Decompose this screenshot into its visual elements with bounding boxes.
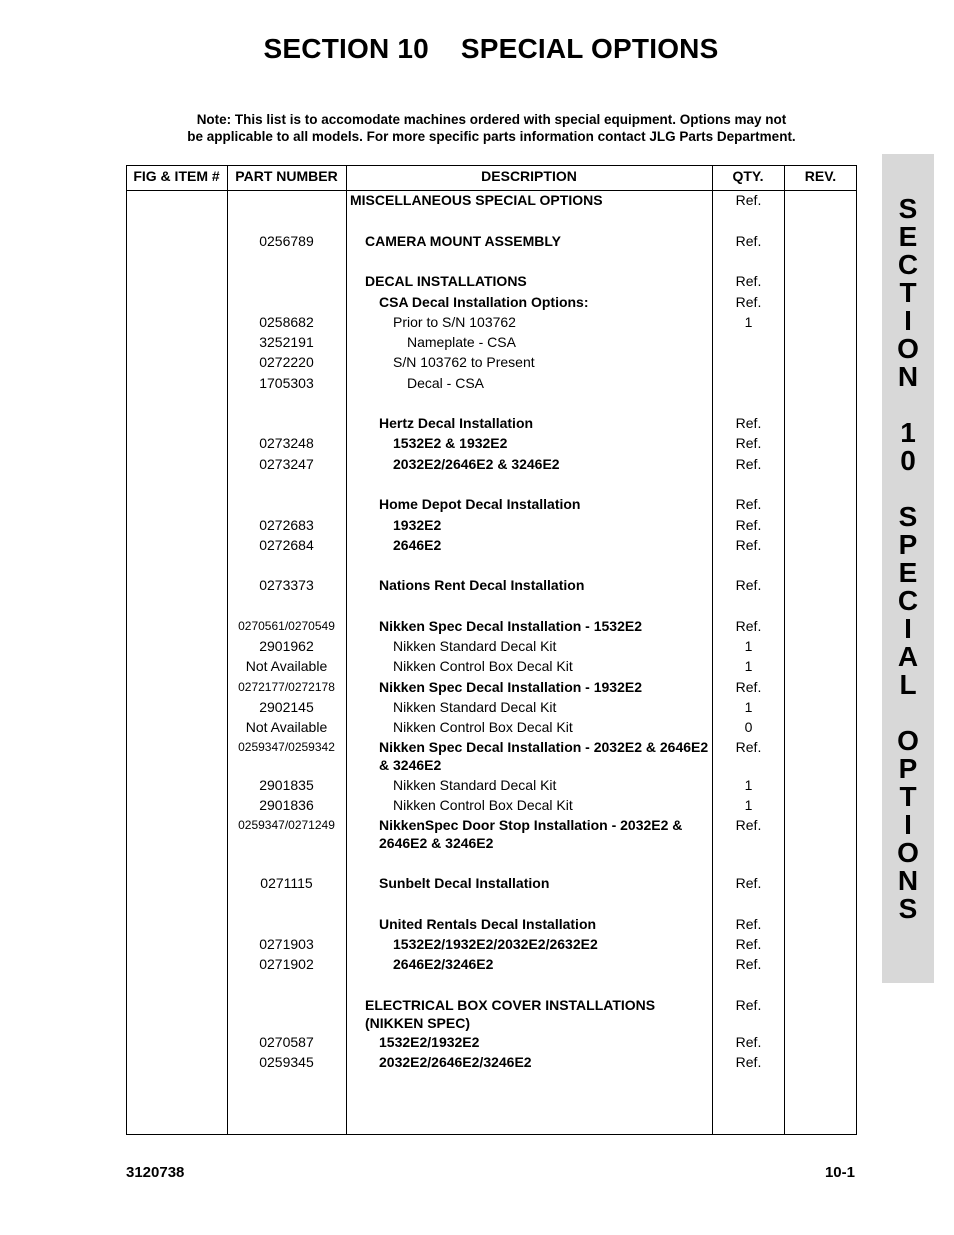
header-rev: REV. bbox=[804, 168, 837, 184]
row-part-number: 0272177/0272178 bbox=[238, 680, 335, 694]
row-part-number: 0273373 bbox=[259, 577, 314, 593]
row-description: 2032E2/2646E2/3246E2 bbox=[379, 1054, 532, 1070]
row-part-number: 0256789 bbox=[259, 233, 314, 249]
row-qty: Ref. bbox=[735, 1054, 762, 1070]
row-description: DECAL INSTALLATIONS bbox=[365, 273, 527, 289]
row-qty: Ref. bbox=[735, 456, 762, 472]
side-tab-letter: C bbox=[897, 585, 919, 616]
note-line-2: be applicable to all models. For more specific parts information contact JLG Parts Department. bbox=[187, 129, 796, 144]
row-description: 2032E2/2646E2 & 3246E2 bbox=[393, 456, 560, 472]
row-qty: Ref. bbox=[735, 294, 762, 310]
row-qty: Ref. bbox=[735, 273, 762, 289]
row-description: 2646E2 bbox=[393, 537, 442, 553]
side-tab-letter: E bbox=[898, 221, 918, 252]
row-qty: Ref. bbox=[735, 577, 762, 593]
row-part-number: 3252191 bbox=[259, 334, 314, 350]
row-part-number: 0259345 bbox=[259, 1054, 314, 1070]
header-part-number: PART NUMBER bbox=[235, 168, 338, 184]
side-tab-letter: S bbox=[898, 501, 918, 532]
row-qty: 1 bbox=[744, 797, 753, 813]
row-description: Hertz Decal Installation bbox=[379, 415, 534, 431]
row-part-number: 0272684 bbox=[259, 537, 314, 553]
row-description: United Rentals Decal Installation bbox=[379, 916, 597, 932]
row-description: Nameplate - CSA bbox=[407, 334, 516, 350]
column-divider bbox=[346, 165, 347, 1135]
row-description: Nikken Spec Decal Installation - 2032E2 & 2646E2 & 3246E2 bbox=[379, 739, 709, 773]
row-part-number: 0272220 bbox=[259, 354, 314, 370]
side-tab-letter: O bbox=[897, 725, 919, 756]
row-part-number: 0259347/0271249 bbox=[238, 818, 335, 832]
side-tab-letter: L bbox=[899, 669, 917, 700]
side-tab-letter: E bbox=[898, 557, 918, 588]
side-tab-letter: O bbox=[897, 333, 919, 364]
side-tab-letter: I bbox=[904, 305, 912, 336]
header-qty: QTY. bbox=[732, 168, 764, 184]
page-number: 10-1 bbox=[824, 1164, 855, 1181]
row-part-number: 2902145 bbox=[259, 699, 314, 715]
side-tab-letter: S bbox=[898, 893, 918, 924]
row-qty: Ref. bbox=[735, 618, 762, 634]
row-qty: 1 bbox=[744, 777, 753, 793]
row-part-number: 2901836 bbox=[259, 797, 314, 813]
row-qty: Ref. bbox=[735, 739, 762, 755]
row-part-number: 1705303 bbox=[259, 375, 314, 391]
note bbox=[126, 111, 857, 145]
side-tab-letter: 0 bbox=[900, 445, 916, 476]
row-qty: Ref. bbox=[735, 875, 762, 891]
row-description: Home Depot Decal Installation bbox=[379, 496, 581, 512]
side-tab-letter: N bbox=[897, 361, 919, 392]
row-description: 1532E2/1932E2 bbox=[379, 1034, 480, 1050]
side-tab-letter: P bbox=[898, 529, 918, 560]
row-part-number: 2901835 bbox=[259, 777, 314, 793]
side-tab-letter: C bbox=[897, 249, 919, 280]
doc-number: 3120738 bbox=[126, 1164, 185, 1181]
row-description: 1532E2 & 1932E2 bbox=[393, 435, 508, 451]
row-description: Sunbelt Decal Installation bbox=[379, 875, 550, 891]
header-fig: FIG & ITEM # bbox=[133, 168, 220, 184]
row-description: Nikken Spec Decal Installation - 1932E2 bbox=[379, 679, 643, 695]
row-qty: Ref. bbox=[735, 997, 762, 1013]
row-description: CSA Decal Installation Options: bbox=[379, 294, 589, 310]
row-part-number: 0273248 bbox=[259, 435, 314, 451]
header-description: DESCRIPTION bbox=[481, 168, 577, 184]
row-qty: Ref. bbox=[735, 817, 762, 833]
row-qty: Ref. bbox=[735, 679, 762, 695]
row-qty: Ref. bbox=[735, 916, 762, 932]
row-part-number: 0258682 bbox=[259, 314, 314, 330]
row-qty: 1 bbox=[744, 658, 753, 674]
row-part-number: 0259347/0259342 bbox=[238, 740, 335, 754]
row-qty: 1 bbox=[744, 314, 753, 330]
row-part-number: 0272683 bbox=[259, 517, 314, 533]
row-qty: Ref. bbox=[735, 956, 762, 972]
row-qty: Ref. bbox=[735, 1034, 762, 1050]
side-tab-letter: N bbox=[897, 865, 919, 896]
row-description: Nikken Control Box Decal Kit bbox=[393, 658, 573, 674]
row-description: Nations Rent Decal Installation bbox=[379, 577, 585, 593]
row-qty: Ref. bbox=[735, 517, 762, 533]
row-description: Nikken Standard Decal Kit bbox=[393, 638, 557, 654]
row-description: 1532E2/1932E2/2032E2/2632E2 bbox=[393, 936, 598, 952]
note-line-1: Note: This list is to accomodate machines ordered with special equipment. Options may not bbox=[196, 112, 787, 127]
row-description: Nikken Standard Decal Kit bbox=[393, 699, 557, 715]
row-description: S/N 103762 to Present bbox=[393, 354, 535, 370]
row-part-number: 2901962 bbox=[259, 638, 314, 654]
row-description: CAMERA MOUNT ASSEMBLY bbox=[365, 233, 562, 249]
row-description: Prior to S/N 103762 bbox=[393, 314, 516, 330]
row-part-number: Not Available bbox=[245, 658, 328, 674]
row-qty: 0 bbox=[744, 719, 753, 735]
column-divider bbox=[784, 165, 785, 1135]
side-tab-letter: O bbox=[897, 837, 919, 868]
side-tab-letter: T bbox=[899, 781, 917, 812]
row-description: Nikken Spec Decal Installation - 1532E2 bbox=[379, 618, 643, 634]
row-part-number: 0271903 bbox=[259, 936, 314, 952]
row-qty: Ref. bbox=[735, 415, 762, 431]
side-tab-letter: I bbox=[904, 809, 912, 840]
row-qty: Ref. bbox=[735, 936, 762, 952]
row-description: 1932E2 bbox=[393, 517, 442, 533]
row-part-number: Not Available bbox=[245, 719, 328, 735]
row-qty: 1 bbox=[744, 699, 753, 715]
row-qty: Ref. bbox=[735, 233, 762, 249]
row-part-number: 0270561/0270549 bbox=[238, 619, 335, 633]
row-qty: Ref. bbox=[735, 496, 762, 512]
row-description: Nikken Standard Decal Kit bbox=[393, 777, 557, 793]
side-tab-letter: I bbox=[904, 613, 912, 644]
row-description: Nikken Control Box Decal Kit bbox=[393, 719, 573, 735]
side-tab-letter: P bbox=[898, 753, 918, 784]
side-tab-letter: S bbox=[898, 193, 918, 224]
row-part-number: 0273247 bbox=[259, 456, 314, 472]
side-tab-letter: 1 bbox=[900, 417, 916, 448]
row-description: Decal - CSA bbox=[407, 375, 485, 391]
row-part-number: 0271902 bbox=[259, 956, 314, 972]
row-description: MISCELLANEOUS SPECIAL OPTIONS bbox=[350, 192, 603, 208]
row-qty: Ref. bbox=[735, 537, 762, 553]
row-description: Nikken Control Box Decal Kit bbox=[393, 797, 573, 813]
row-qty: Ref. bbox=[735, 435, 762, 451]
side-tab-letter: T bbox=[899, 277, 917, 308]
row-description: ELECTRICAL BOX COVER INSTALLATIONS (NIKKEN SPEC) bbox=[365, 997, 656, 1031]
row-part-number: 0270587 bbox=[259, 1034, 314, 1050]
side-tab-letter: A bbox=[897, 641, 919, 672]
row-description: 2646E2/3246E2 bbox=[393, 956, 494, 972]
row-part-number: 0271115 bbox=[260, 875, 313, 891]
row-qty: 1 bbox=[744, 638, 753, 654]
row-description: NikkenSpec Door Stop Installation - 2032E2 & 2646E2 & 3246E2 bbox=[379, 817, 683, 851]
page-title: SECTION 10 SPECIAL OPTIONS bbox=[263, 33, 719, 64]
row-qty: Ref. bbox=[735, 192, 762, 208]
